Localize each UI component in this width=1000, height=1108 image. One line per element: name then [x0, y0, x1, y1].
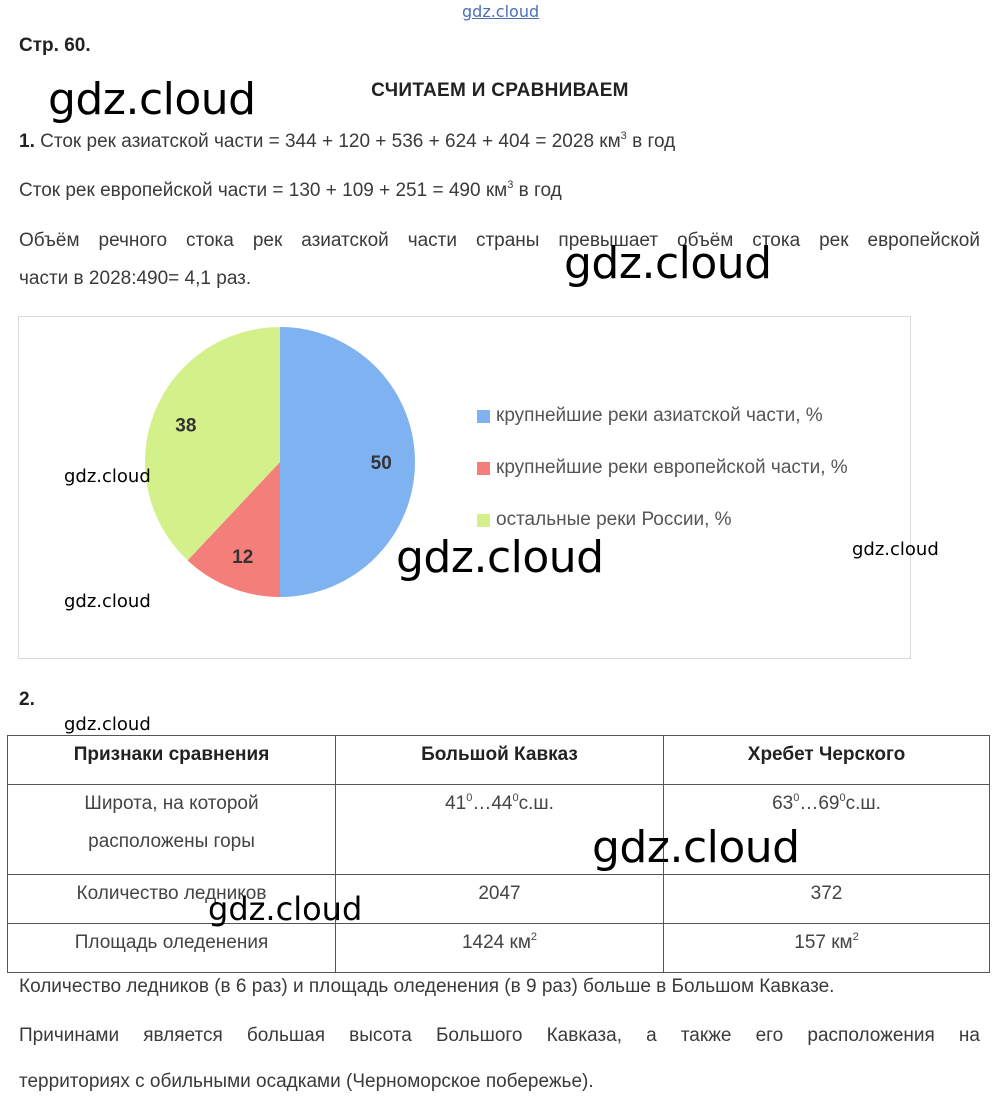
- row-area-label: Площадь оледенения: [8, 924, 336, 973]
- pie-slice-asian: [280, 327, 415, 597]
- area-a-sup: 2: [530, 931, 538, 943]
- watermark: gdz.cloud: [64, 714, 151, 735]
- watermark: gdz.cloud: [592, 822, 800, 873]
- lat-a-pre: 41: [445, 793, 467, 814]
- table-row: [8, 785, 990, 875]
- row-latitude-label-line2: расположены горы: [88, 831, 255, 852]
- watermark: gdz.cloud: [396, 532, 604, 583]
- task1-paragraph-line2: части в 2028:490= 4,1 раз.: [19, 268, 252, 289]
- task1-line2: [19, 177, 562, 205]
- legend-label-asian: крупнейшие реки азиатской части, %: [496, 405, 823, 426]
- row-latitude-label-line1: Широта, на которой: [84, 793, 259, 814]
- watermark: gdz.cloud: [48, 74, 256, 125]
- row-glaciers-chersky: 372: [664, 875, 990, 924]
- legend-item-other: [477, 509, 732, 531]
- legend-swatch-asian: [477, 410, 490, 423]
- watermark: gdz.cloud: [852, 539, 939, 560]
- pie-chart: [19, 317, 910, 658]
- area-b: 157 км: [794, 932, 853, 953]
- watermark-top[interactable]: gdz.cloud: [462, 2, 540, 21]
- row-area-caucasus: [336, 924, 664, 973]
- legend-label-european: крупнейшие реки европейской части, %: [496, 457, 848, 478]
- lat-b-sup2: 0: [839, 792, 846, 804]
- header-caucasus: Большой Кавказ: [336, 736, 664, 785]
- pie-slice-asian-label: 50: [370, 453, 392, 474]
- table-header-row: [8, 736, 990, 785]
- row-latitude-label: [8, 785, 336, 875]
- header-chersky: Хребет Черского: [664, 736, 990, 785]
- table-row: [8, 875, 990, 924]
- task2-conclusion: Количество ледников (в 6 раз) и площадь оледенения (в 9 раз) больше в Большом Кавказе.: [19, 976, 835, 997]
- pie-chart-panel: [18, 316, 911, 659]
- task2-reason-line1: Причинами является большая высота Большого Кавказа, а также его расположения на: [19, 1025, 980, 1046]
- lat-a-sup1: 0: [466, 792, 473, 804]
- task1-line1-text: Сток рек азиатской части = 344 + 120 + 536 + 624 + 404 = 2028 км: [40, 131, 621, 152]
- lat-a-mid: …44: [472, 793, 513, 814]
- comparison-table: [7, 735, 990, 973]
- task2-number: 2.: [19, 689, 35, 710]
- task1-line2-sup: 3: [507, 179, 514, 191]
- area-b-sup: 2: [852, 931, 859, 943]
- row-glaciers-label: Количество ледников: [8, 875, 336, 924]
- area-a: 1424 км: [461, 932, 531, 953]
- legend-label-other: остальные реки России, %: [496, 509, 732, 530]
- task2-reason-line2: территориях с обильными осадками (Черноморское побережье).: [19, 1071, 594, 1092]
- row-area-chersky: [664, 924, 990, 973]
- watermark: gdz.cloud: [64, 466, 151, 487]
- row-glaciers-caucasus: 2047: [336, 875, 664, 924]
- lat-b-sup1: 0: [793, 792, 800, 804]
- task1-line1-sup: 3: [620, 130, 627, 142]
- task1-line2-text: Сток рек европейской части = 130 + 109 + 251 = 490 км: [19, 180, 508, 201]
- pie-slice-european-label: 12: [232, 547, 254, 569]
- lat-b-post: с.ш.: [845, 793, 881, 814]
- task1-number: 1.: [19, 131, 35, 152]
- pie-slice-other-label: 38: [175, 415, 197, 437]
- task1-paragraph-line1: Объём речного стока рек азиатской части страны превышает объём стока рек европейской: [19, 230, 980, 251]
- lat-a-sup2: 0: [512, 792, 519, 804]
- page-reference: Стр. 60.: [19, 35, 91, 56]
- task1-line1-tail: в год: [632, 131, 676, 152]
- legend-swatch-other: [477, 514, 490, 527]
- header-criteria: Признаки сравнения: [8, 736, 336, 785]
- lat-b-pre: 63: [772, 793, 794, 814]
- task1-line2-tail: в год: [518, 180, 562, 201]
- watermark: gdz.cloud: [64, 591, 151, 612]
- table-row: [8, 924, 990, 973]
- lat-a-post: с.ш.: [518, 793, 554, 814]
- watermark: gdz.cloud: [208, 890, 363, 928]
- legend-item-european: [477, 457, 848, 479]
- legend-swatch-european: [477, 462, 490, 475]
- lat-b-mid: …69: [799, 793, 840, 814]
- legend-item-asian: [477, 405, 823, 427]
- section-heading: СЧИТАЕМ И СРАВНИВАЕМ: [371, 80, 629, 101]
- watermark: gdz.cloud: [564, 238, 772, 289]
- task1-line1: [19, 128, 675, 156]
